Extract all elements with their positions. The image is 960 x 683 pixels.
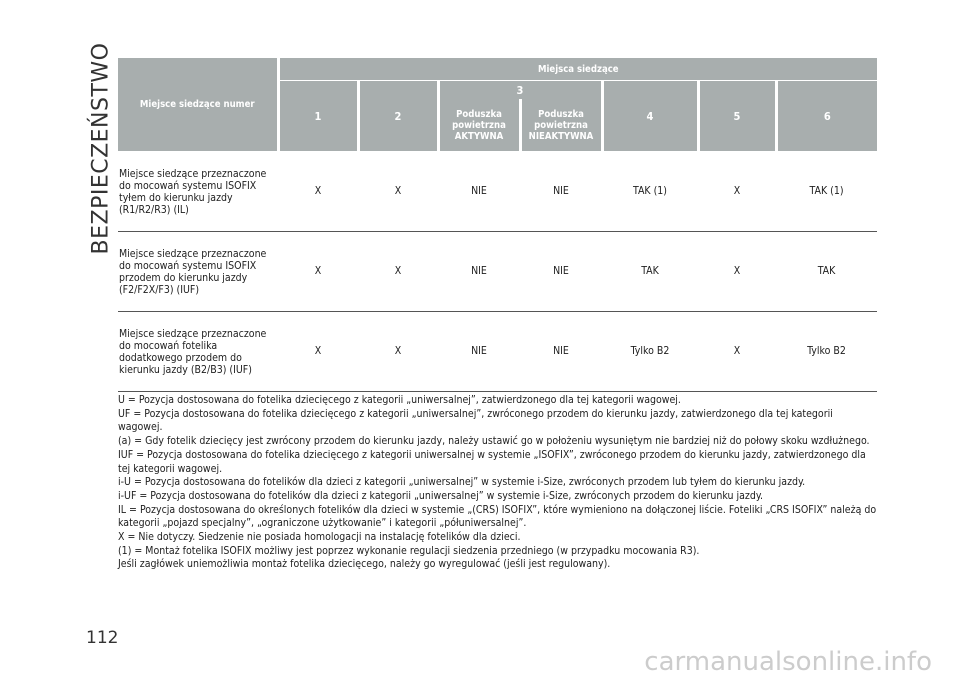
table-cell: Tylko B2	[602, 311, 698, 391]
table-row	[118, 231, 877, 311]
seat-6-header: 6	[776, 81, 877, 152]
seating-table-container	[118, 58, 877, 392]
table-cell: X	[698, 151, 776, 231]
airbag-inactive-header: Poduszka powietrzna NIEAKTYWNA	[520, 99, 602, 151]
seat-4-header: 4	[602, 81, 698, 152]
legend-note: Jeśli zagłówek uniemożliwia montaż fotelika dziecięcego, należy go wyregulować (jeśli jest regulowany).	[118, 558, 611, 571]
table-cell: NIE	[438, 311, 520, 391]
legend-notes	[118, 394, 878, 572]
table-row	[118, 311, 877, 391]
watermark: carmanualsonline.info	[644, 647, 932, 677]
legend-note: i-U = Pozycja dostosowana do fotelików dla dzieci z kategorii „uniwersalnej” w systemie i-Size, zwróconych przodem lub tyłem do kierunku jazdy.	[118, 476, 806, 489]
table-body	[118, 151, 877, 391]
table-header	[118, 58, 877, 151]
table-cell: X	[358, 231, 438, 311]
seat-5-header: 5	[698, 81, 776, 152]
table-cell: X	[278, 311, 358, 391]
legend-note: IL = Pozycja dostosowana do określonych fotelików dla dzieci w systemie „(CRS) ISOFIX”, które wymieniono na dołączonej liście. Foteliki „CRS ISOFIX” należą do kategorii „pojazd specjalny”, „ograniczone użytkowanie” i kategorii „półuniwersalnej”.	[118, 503, 877, 530]
table-cell: NIE	[520, 151, 602, 231]
table-cell: TAK (1)	[602, 151, 698, 231]
legend-note: i-UF = Pozycja dostosowana do fotelików dla dzieci z kategorii „uniwersalnej” w systemie i-Size, zwróconych przodem do kierunku jazdy.	[118, 489, 763, 502]
table-cell: TAK	[776, 231, 877, 311]
table-cell: TAK (1)	[776, 151, 877, 231]
legend-note: UF = Pozycja dostosowana do fotelika dziecięcego z kategorii „uniwersalnej”, zwróconego przodem do kierunku jazdy, zatwierdzonego dla tej kategorii wagowej.	[118, 407, 833, 434]
group-header: Miejsca siedzące	[278, 58, 877, 81]
section-title	[86, 42, 116, 254]
table-cell: X	[358, 311, 438, 391]
section-title-text: BEZPIECZEŃSTWO	[88, 42, 114, 254]
table-row	[118, 151, 877, 231]
airbag-active-header: Poduszka powietrzna AKTYWNA	[438, 99, 520, 151]
seat-1-header: 1	[278, 81, 358, 152]
table-cell: X	[698, 231, 776, 311]
table-cell: X	[278, 151, 358, 231]
row-label: Miejsce siedzące przeznaczone do mocowań systemu ISOFIX tyłem do kierunku jazdy (R1/R2/R3) (IL)	[118, 151, 278, 231]
table-cell: NIE	[438, 151, 520, 231]
seat-3-header: 3	[438, 81, 602, 100]
table-cell: NIE	[438, 231, 520, 311]
table-cell: X	[358, 151, 438, 231]
seating-table	[118, 58, 877, 392]
legend-note: (1) = Montaż fotelika ISOFIX możliwy jest poprzez wykonanie regulacji siedzenia przedniego (w przypadku mocowania R3).	[118, 544, 700, 557]
page-number: 112	[86, 628, 119, 648]
legend-note: (a) = Gdy fotelik dziecięcy jest zwrócony przodem do kierunku jazdy, należy ustawić go w położeniu wysuniętym nie bardziej niż do połowy skoku wzdłużnego.	[118, 435, 870, 448]
row-label: Miejsce siedzące przeznaczone do mocowań fotelika dodatkowego przodem do kierunku jazdy (B2/B3) (IUF)	[118, 311, 278, 391]
table-cell: Tylko B2	[776, 311, 877, 391]
legend-note: IUF = Pozycja dostosowana do fotelika dziecięcego z kategorii uniwersalnej w systemie „ISOFIX”, zwróconego przodem do kierunku jazdy, zatwierdzonego dla tej kategorii wagowej.	[118, 448, 866, 475]
row-label: Miejsce siedzące przeznaczone do mocowań systemu ISOFIX przodem do kierunku jazdy (F2/F2X/F3) (IUF)	[118, 231, 278, 311]
table-cell: X	[278, 231, 358, 311]
seat-2-header: 2	[358, 81, 438, 152]
legend-note: U = Pozycja dostosowana do fotelika dziecięcego z kategorii „uniwersalnej”, zatwierdzonego dla tej kategorii wagowej.	[118, 394, 681, 406]
table-cell: X	[698, 311, 776, 391]
legend-note: X = Nie dotyczy. Siedzenie nie posiada homologacji na instalację fotelików dla dzieci.	[118, 531, 521, 544]
table-cell: NIE	[520, 311, 602, 391]
row-header: Miejsce siedzące numer	[118, 58, 278, 151]
table-cell: TAK	[602, 231, 698, 311]
table-cell: NIE	[520, 231, 602, 311]
